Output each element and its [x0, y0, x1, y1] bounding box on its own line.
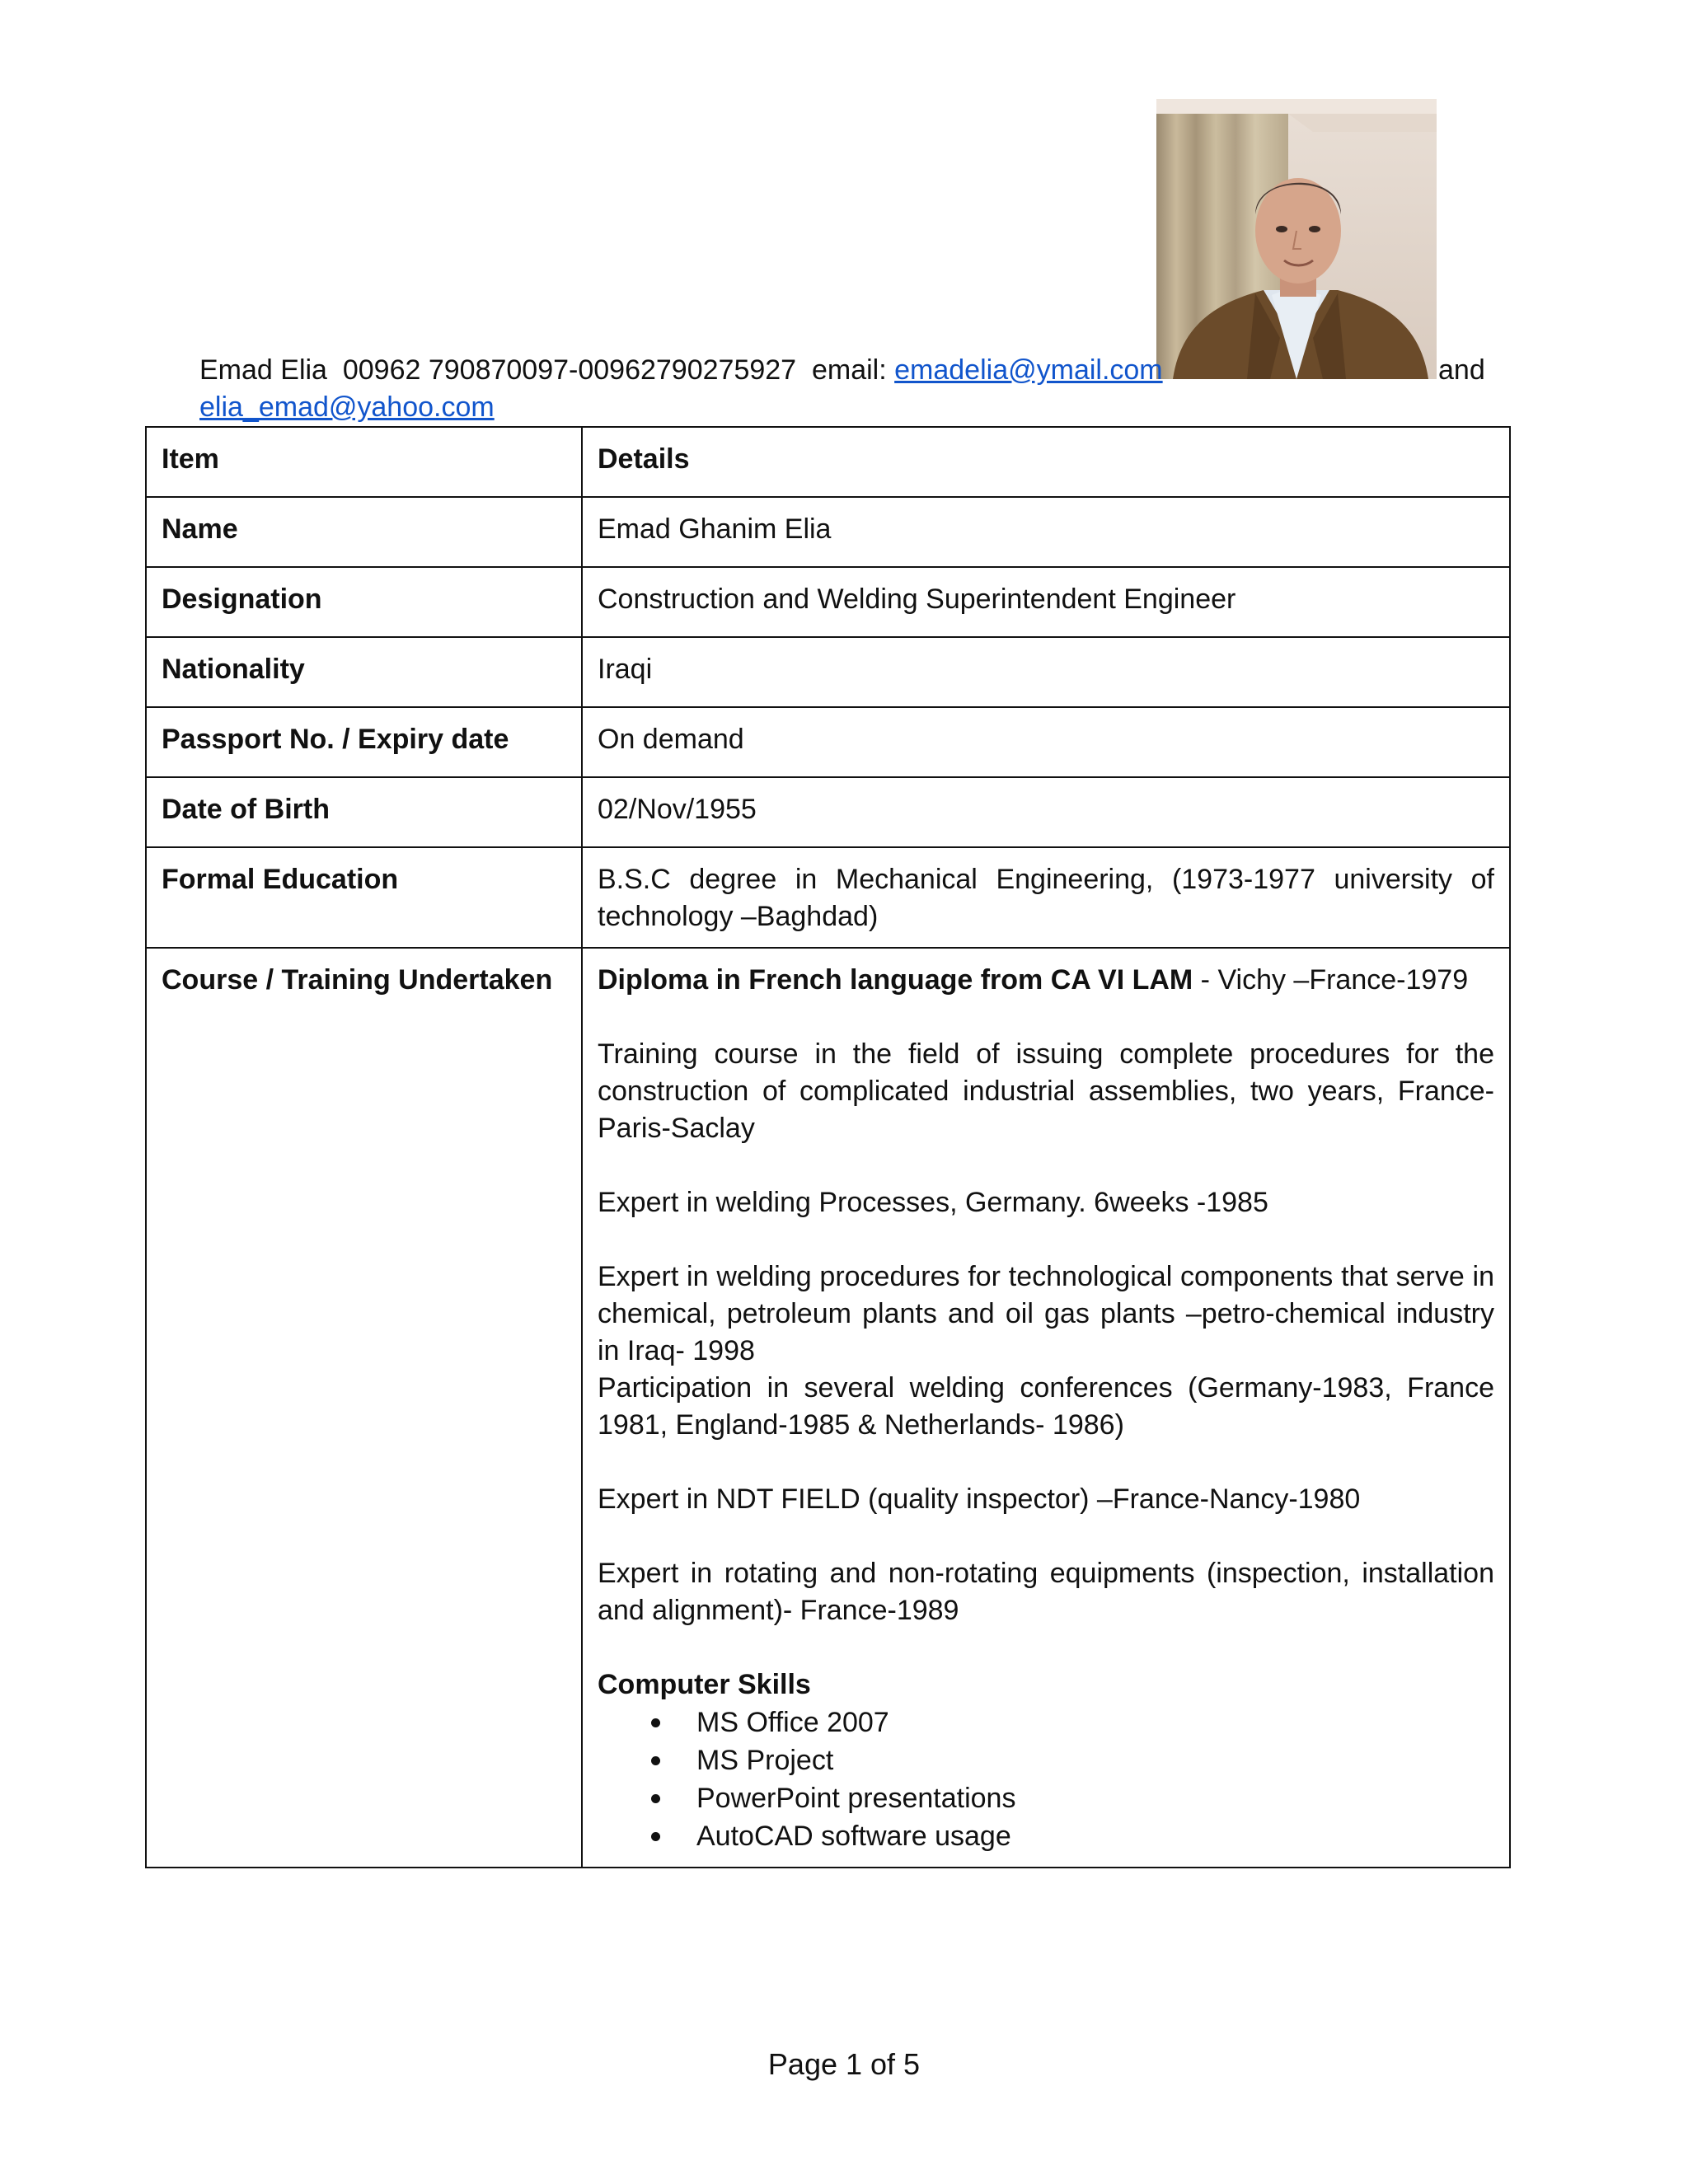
row-value: Emad Ghanim Elia — [582, 497, 1510, 567]
row-label: Designation — [146, 567, 582, 637]
diploma-paragraph — [598, 962, 1494, 999]
cv-details-table — [145, 426, 1511, 1868]
table-row — [146, 497, 1510, 567]
header-details-cell: Details — [582, 427, 1510, 497]
course-paragraph: Training course in the field of issuing complete procedures for the construction of complicated industrial assemblies, two years, France-Paris-Saclay — [598, 1038, 1494, 1144]
contact-text: Emad Elia 00962 790870097-00962790275927 email: — [199, 354, 895, 386]
page-number: Page 1 of 5 — [767, 2047, 921, 2081]
list-item: PowerPoint presentations — [696, 1779, 1494, 1817]
row-label: Date of Birth — [146, 777, 582, 847]
course-paragraph: Expert in welding procedures for technological components that serve in chemical, petroleum plants and oil gas plants –petro-chemical industry in Iraq- 1998 — [598, 1261, 1494, 1366]
table-row — [146, 707, 1510, 777]
email-link-secondary[interactable]: elia_emad@yahoo.com — [199, 391, 495, 423]
course-paragraph: Expert in NDT FIELD (quality inspector) –France-Nancy-1980 — [598, 1483, 1361, 1515]
list-item: AutoCAD software usage — [696, 1817, 1494, 1855]
table-header-row — [146, 427, 1510, 497]
computer-skills-title: Computer Skills — [598, 1669, 811, 1700]
header-item-cell: Item — [146, 427, 582, 497]
person-portrait-icon — [1156, 99, 1437, 379]
table-row — [146, 567, 1510, 637]
row-label: Nationality — [146, 637, 582, 707]
row-value: On demand — [582, 707, 1510, 777]
course-training-row — [146, 948, 1510, 1868]
row-label: Name — [146, 497, 582, 567]
contact-and-text: and — [1438, 354, 1485, 386]
course-paragraph: Expert in welding Processes, Germany. 6weeks -1985 — [598, 1187, 1268, 1218]
list-item: MS Office 2007 — [696, 1704, 1494, 1741]
contact-line — [199, 351, 1163, 389]
profile-photo — [1156, 99, 1437, 379]
course-details-cell — [582, 948, 1510, 1868]
table-row — [146, 847, 1510, 948]
contact-line-secondary — [199, 388, 495, 426]
row-label: Passport No. / Expiry date — [146, 707, 582, 777]
computer-skills-list — [598, 1704, 1494, 1855]
list-item: MS Project — [696, 1741, 1494, 1779]
email-link-primary[interactable]: emadelia@ymail.com — [894, 354, 1163, 386]
diploma-rest-text: - Vichy –France-1979 — [1193, 964, 1469, 996]
table-row — [146, 637, 1510, 707]
course-paragraph: Participation in several welding conferences (Germany-1983, France 1981, England-1985 & Netherlands- 1986) — [598, 1372, 1494, 1441]
row-label: Course / Training Undertaken — [146, 948, 582, 1868]
row-value: Construction and Welding Superintendent Engineer — [582, 567, 1510, 637]
row-value: 02/Nov/1955 — [582, 777, 1510, 847]
diploma-bold-text: Diploma in French language from CA VI LAM — [598, 964, 1193, 996]
row-value: B.S.C degree in Mechanical Engineering, (1973-1977 university of technology –Baghdad) — [582, 847, 1510, 948]
course-paragraph: Expert in rotating and non-rotating equipments (inspection, installation and alignment)- France-1989 — [598, 1558, 1494, 1626]
table-row — [146, 777, 1510, 847]
row-label: Formal Education — [146, 847, 582, 948]
row-value: Iraqi — [582, 637, 1510, 707]
